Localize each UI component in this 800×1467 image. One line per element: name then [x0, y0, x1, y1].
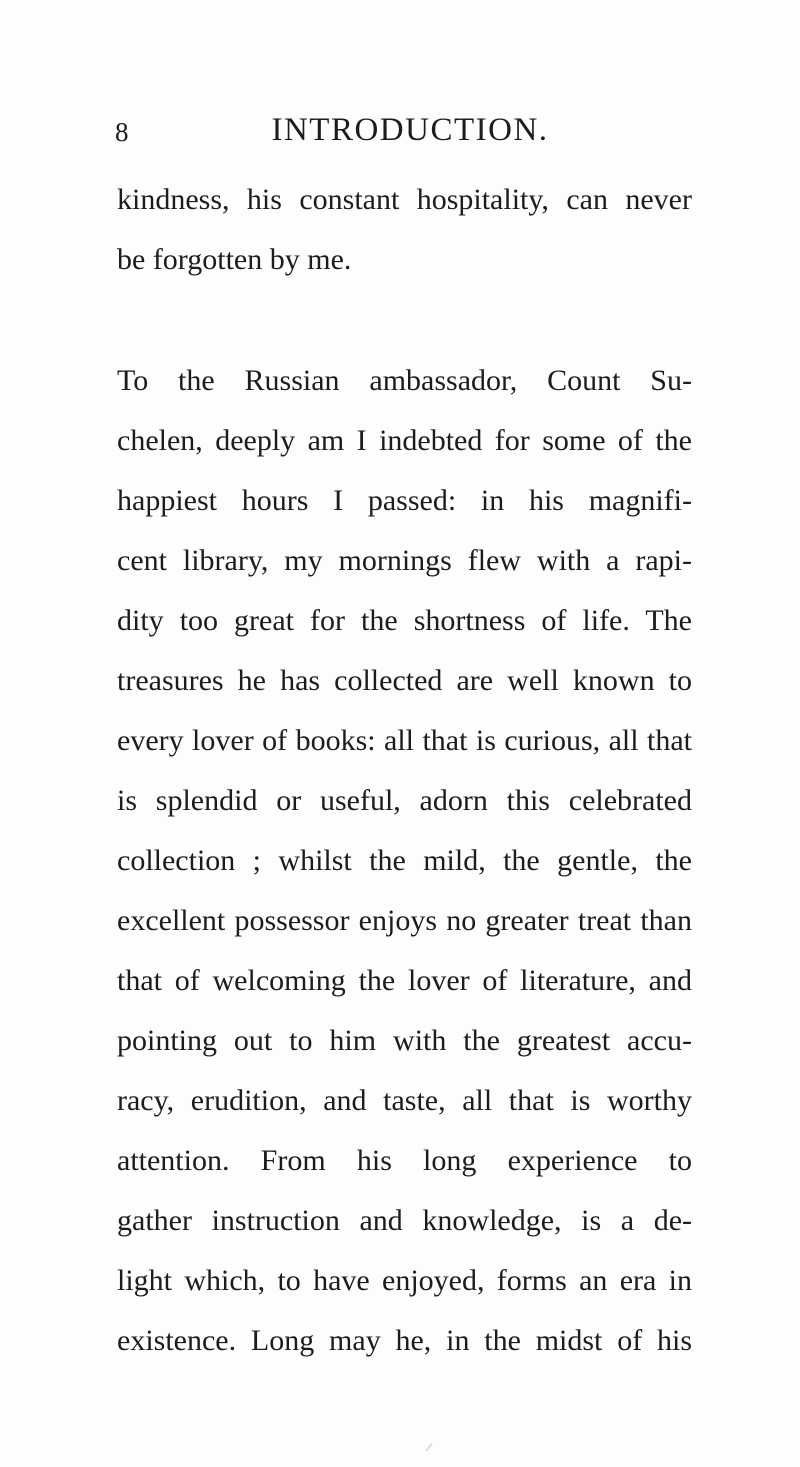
text-line: racy, erudition, and taste, all that is worthy: [117, 1084, 692, 1117]
text-line: collection ; whilst the mild, the gentle, the: [117, 844, 692, 877]
text-line: kindness, his constant hospitality, can never: [117, 183, 692, 216]
text-line: chelen, deeply am I indebted for some of the: [117, 424, 692, 457]
text-line: existence. Long may he, in the midst of his: [117, 1324, 692, 1357]
text-line: be forgotten by me.: [117, 243, 352, 276]
text-line: dity too great for the shortness of life. The: [117, 604, 692, 637]
text-line: To the Russian ambassador, Count Su-: [117, 364, 692, 397]
ink-speck: ⁄: [428, 1440, 431, 1454]
running-head: INTRODUCTION.: [271, 112, 549, 148]
text-line: treasures he has collected are well known to: [117, 664, 692, 697]
body-text: [117, 170, 692, 1371]
text-line: happiest hours I passed: in his magnifi-: [117, 484, 692, 517]
text-line: that of welcoming the lover of literature, and: [117, 964, 692, 997]
paragraph-break: [117, 290, 692, 351]
text-line: cent library, my mornings flew with a rapi-: [117, 544, 692, 577]
text-line: gather instruction and knowledge, is a de-: [117, 1204, 692, 1237]
page-number: 8: [115, 117, 129, 147]
text-line: every lover of books: all that is curious, all that: [117, 724, 692, 757]
text-line: light which, to have enjoyed, forms an era in: [117, 1264, 692, 1297]
text-line: excellent possessor enjoys no greater treat than: [117, 904, 692, 937]
text-line: attention. From his long experience to: [117, 1144, 692, 1177]
text-line: pointing out to him with the greatest accu-: [117, 1024, 692, 1057]
text-line: is splendid or useful, adorn this celebrated: [117, 784, 692, 817]
